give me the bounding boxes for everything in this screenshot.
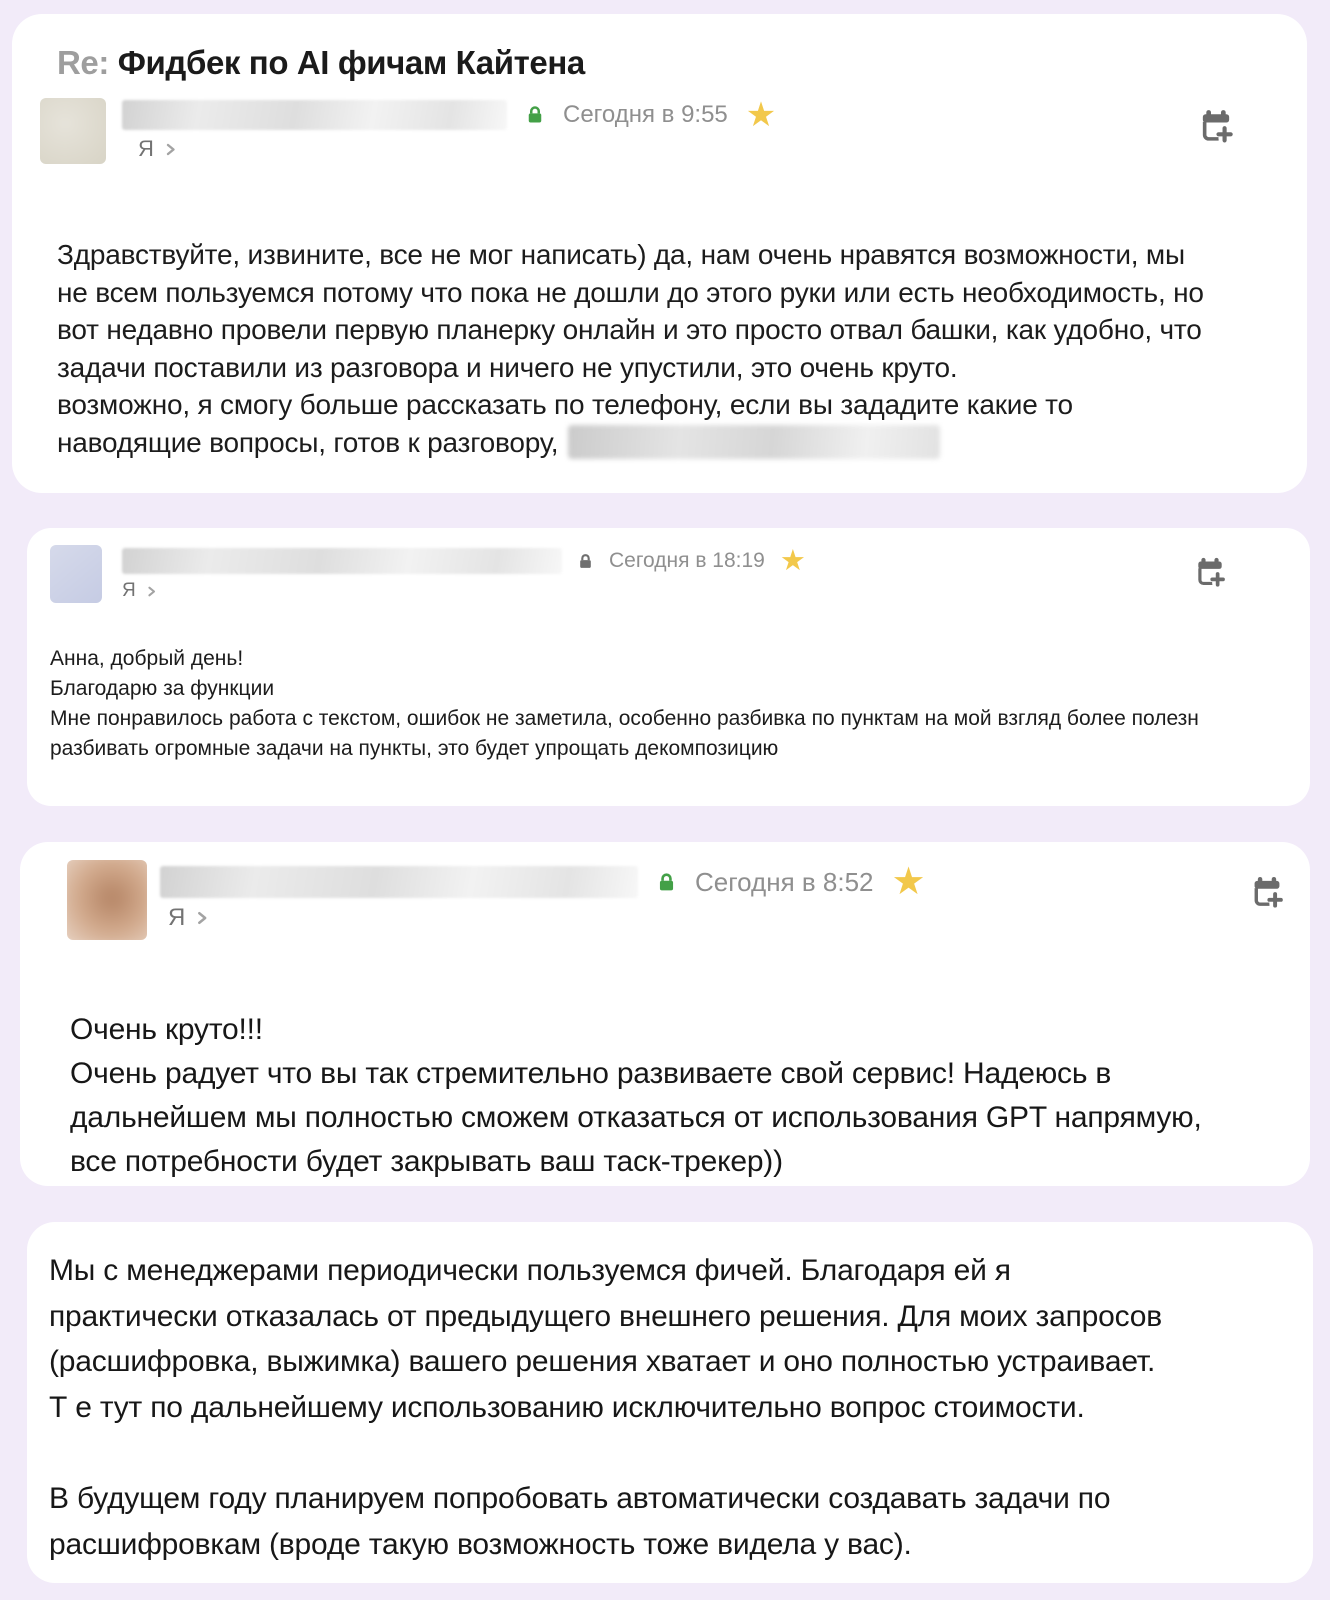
message-card-4 [27,1222,1313,1583]
body-line: расшифровкам (вроде такую возможность тоже видела у вас). [49,1527,912,1561]
message-body [49,1248,1162,1567]
body-line-text: наводящие вопросы, готов к разговору, [57,426,559,458]
chevron-right-icon [164,141,177,158]
avatar [67,860,147,940]
add-to-calendar-button[interactable] [1250,875,1284,909]
body-line: вот недавно провели первую планерку онлайн и это просто отвал башки, как удобно, что [57,314,1202,345]
recipient-label: Я [122,580,136,601]
avatar [40,98,106,164]
sender-name-redacted [122,548,562,574]
body-line: Мы с менеджерами периодически пользуемся фичей. Благодаря ей я [49,1254,1011,1287]
message-body [50,644,1199,764]
lock-icon [525,105,545,125]
body-line: не всем пользуемся потому что пока не дошли до этого руки или есть необходимость, но [57,276,1204,308]
add-to-calendar-button[interactable] [1198,108,1234,144]
body-line: разбивать огромные задачи на пункты, это будет упрощать декомпозицию [50,737,779,760]
star-icon[interactable]: ★ [891,861,926,903]
body-line: Очень радует что вы так стремительно развиваете свой сервис! Надеюсь в [70,1057,1112,1090]
recipient-toggle[interactable] [122,580,157,602]
message-time: Сегодня в 8:52 [695,866,874,897]
body-line [57,424,1204,462]
lock-icon [656,872,677,893]
body-line: В будущем году планируем попробовать автоматически создавать задачи по [49,1482,1111,1515]
chevron-right-icon [146,584,157,599]
avatar-blur [40,98,106,164]
chevron-right-icon [195,909,209,927]
body-line: дальнейшем мы полностью сможем отказаться от использования GPT напрямую, [70,1101,1202,1134]
paragraph [49,1476,1162,1567]
star-icon[interactable]: ★ [745,96,777,134]
recipient-toggle[interactable] [168,904,209,932]
body-line: Т е тут по дальнейшему использованию исключительно вопрос стоимости. [49,1390,1085,1424]
body-line: возможно, я смогу больше рассказать по телефону, если вы зададите какие то [57,389,1073,420]
body-line: Благодарю за функции [50,677,275,700]
sender-name-redacted [122,100,507,130]
page-title [57,44,585,82]
body-line: все потребности будет закрывать ваш таск-трекер)) [70,1145,783,1178]
body-line: Здравствуйте, извините, все не мог написать) да, нам очень нравятся возможности, мы [57,239,1185,270]
recipient-toggle[interactable] [138,136,177,162]
message-body [57,236,1204,461]
message-time: Сегодня в 18:19 [609,549,765,572]
paragraph [49,1248,1162,1430]
star-icon[interactable]: ★ [779,544,806,577]
message-card-1 [12,14,1307,493]
redacted-contact-info [568,425,940,459]
avatar [50,545,102,603]
thread-subject: Фидбек по AI фичам Кайтена [117,44,585,82]
body-line: (расшифровка, выжимка) вашего решения хватает и оно полностью устраивает. [49,1345,1156,1378]
lock-icon [577,553,594,570]
avatar-blur [50,545,102,603]
sender-name-redacted [160,866,638,898]
avatar-blur [67,860,147,940]
recipient-label: Я [168,904,186,931]
message-card-3 [20,842,1310,1186]
reply-prefix: Re: [57,44,109,82]
body-line: задачи поставили из разговора и ничего не упустили, это очень круто. [57,351,958,383]
recipient-label: Я [138,136,154,161]
message-time: Сегодня в 9:55 [563,101,728,128]
body-line: Анна, добрый день! [50,647,244,670]
body-line: Очень круто!!! [70,1013,263,1046]
message-body [70,1008,1202,1184]
body-line: Мне понравилось работа с текстом, ошибок не заметила, особенно разбивка по пунктам на мой взгляд более полезн [50,707,1199,730]
add-to-calendar-button[interactable] [1194,556,1226,588]
body-line: практически отказалась от предыдущего внешнего решения. Для моих запросов [49,1299,1162,1333]
message-card-2 [27,528,1310,806]
